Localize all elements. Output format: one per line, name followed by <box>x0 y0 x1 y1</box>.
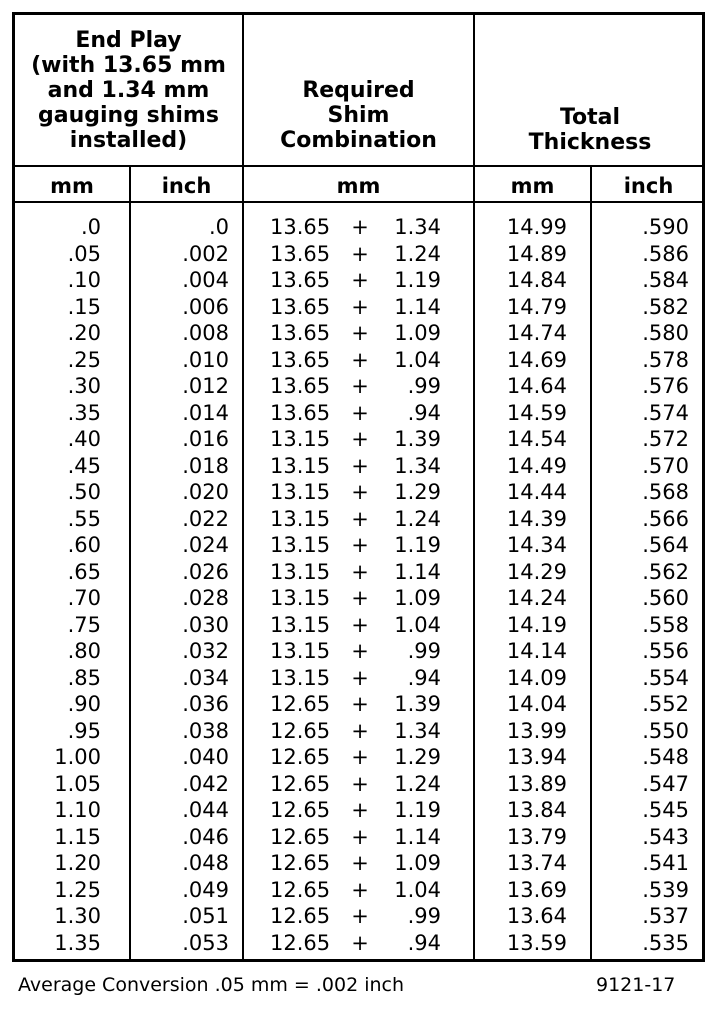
table-row <box>15 585 702 612</box>
plus-sign: + <box>351 321 369 345</box>
total-inch: .568 <box>642 480 689 504</box>
total-mm: 13.94 <box>506 745 567 769</box>
shim-b: 1.34 <box>394 453 441 478</box>
end-play-mm: 1.10 <box>54 798 101 822</box>
total-mm: 14.59 <box>506 400 567 425</box>
table-row <box>15 638 702 665</box>
end-play-mm: 1.15 <box>54 824 101 849</box>
shim-a: 13.15 <box>270 453 331 478</box>
shim-b: 1.09 <box>394 851 441 875</box>
end-play-inch: .034 <box>182 665 229 690</box>
table-row <box>15 506 702 533</box>
total-mm: 14.09 <box>506 665 567 690</box>
unit-end-inch: inch <box>161 174 212 198</box>
end-play-inch: .006 <box>182 294 229 319</box>
end-play-inch: .026 <box>182 559 229 584</box>
end-play-mm: .40 <box>67 427 101 451</box>
shim-b: 1.14 <box>394 294 441 319</box>
unit-end-mm: mm <box>50 174 94 198</box>
plus-sign: + <box>351 215 369 239</box>
shim-a: 12.65 <box>270 930 331 955</box>
plus-sign: + <box>351 639 369 663</box>
table-row <box>15 373 702 400</box>
table-row <box>15 718 702 745</box>
table-row <box>15 347 702 374</box>
total-inch: .580 <box>642 321 689 345</box>
plus-sign: + <box>351 559 369 584</box>
plus-sign: + <box>351 241 369 266</box>
shim-b: .94 <box>407 930 441 955</box>
total-inch: .548 <box>642 745 689 769</box>
total-inch: .574 <box>642 400 689 425</box>
table-row <box>15 850 702 877</box>
shim-a: 13.15 <box>270 639 331 663</box>
total-inch: .562 <box>642 559 689 584</box>
shim-a: 13.65 <box>270 294 331 319</box>
unit-total-inch: inch <box>623 174 674 198</box>
table-row <box>15 267 702 294</box>
shim-b: 1.29 <box>394 745 441 769</box>
table-row <box>15 797 702 824</box>
total-inch: .570 <box>642 453 689 478</box>
plus-sign: + <box>351 374 369 398</box>
total-mm: 14.49 <box>506 453 567 478</box>
total-inch: .590 <box>642 215 689 239</box>
shim-a: 13.15 <box>270 559 331 584</box>
shim-a: 13.65 <box>270 241 331 266</box>
total-mm: 14.04 <box>506 692 567 716</box>
total-mm: 14.64 <box>506 374 567 398</box>
shim-b: 1.34 <box>394 215 441 239</box>
end-play-mm: .80 <box>67 639 101 663</box>
units-divider <box>15 201 702 203</box>
end-play-inch: .008 <box>182 321 229 345</box>
plus-sign: + <box>351 824 369 849</box>
plus-sign: + <box>351 506 369 531</box>
shim-a: 13.15 <box>270 586 331 610</box>
shim-b: 1.09 <box>394 321 441 345</box>
end-play-mm: .05 <box>67 241 101 266</box>
shim-a: 13.65 <box>270 321 331 345</box>
header-total-thickness: Total Thickness <box>528 105 652 155</box>
plus-sign: + <box>351 400 369 425</box>
table-body <box>15 214 702 956</box>
table-row <box>15 241 702 268</box>
plus-sign: + <box>351 480 369 504</box>
shim-a: 13.15 <box>270 533 331 557</box>
total-mm: 14.89 <box>506 241 567 266</box>
header-divider <box>15 165 702 167</box>
end-play-inch: .012 <box>182 374 229 398</box>
shim-b: .99 <box>407 374 441 398</box>
table-row <box>15 877 702 904</box>
end-play-mm: .0 <box>80 215 101 239</box>
shim-b: .94 <box>407 400 441 425</box>
end-play-mm: .15 <box>67 294 101 319</box>
plus-sign: + <box>351 798 369 822</box>
total-inch: .547 <box>642 771 689 796</box>
total-inch: .541 <box>642 851 689 875</box>
shim-table <box>12 12 705 962</box>
total-mm: 13.74 <box>506 851 567 875</box>
total-inch: .545 <box>642 798 689 822</box>
end-play-inch: .018 <box>182 453 229 478</box>
table-row <box>15 691 702 718</box>
end-play-mm: .55 <box>67 506 101 531</box>
end-play-mm: .25 <box>67 347 101 372</box>
total-inch: .558 <box>642 612 689 637</box>
table-row <box>15 930 702 957</box>
total-mm: 13.69 <box>506 877 567 902</box>
end-play-mm: .50 <box>67 480 101 504</box>
table-row <box>15 479 702 506</box>
shim-b: 1.19 <box>394 533 441 557</box>
shim-b: 1.39 <box>394 692 441 716</box>
header-required-shim: Required Shim Combination <box>280 77 437 153</box>
end-play-inch: .051 <box>182 904 229 928</box>
shim-a: 12.65 <box>270 771 331 796</box>
total-mm: 14.14 <box>506 639 567 663</box>
end-play-mm: 1.30 <box>54 904 101 928</box>
shim-a: 13.15 <box>270 480 331 504</box>
total-inch: .578 <box>642 347 689 372</box>
total-mm: 13.64 <box>506 904 567 928</box>
total-mm: 14.84 <box>506 268 567 292</box>
shim-a: 12.65 <box>270 745 331 769</box>
plus-sign: + <box>351 771 369 796</box>
table-row <box>15 771 702 798</box>
total-inch: .572 <box>642 427 689 451</box>
shim-b: 1.29 <box>394 480 441 504</box>
end-play-mm: 1.35 <box>54 930 101 955</box>
table-row <box>15 400 702 427</box>
shim-b: 1.09 <box>394 586 441 610</box>
total-mm: 13.99 <box>506 718 567 743</box>
table-row <box>15 294 702 321</box>
plus-sign: + <box>351 453 369 478</box>
table-row <box>15 665 702 692</box>
shim-a: 13.65 <box>270 374 331 398</box>
end-play-mm: 1.20 <box>54 851 101 875</box>
end-play-inch: .040 <box>182 745 229 769</box>
total-inch: .554 <box>642 665 689 690</box>
total-mm: 14.29 <box>506 559 567 584</box>
shim-b: 1.24 <box>394 506 441 531</box>
end-play-mm: .95 <box>67 718 101 743</box>
end-play-inch: .016 <box>182 427 229 451</box>
end-play-mm: .85 <box>67 665 101 690</box>
shim-b: 1.19 <box>394 798 441 822</box>
end-play-mm: 1.25 <box>54 877 101 902</box>
shim-b: .99 <box>407 904 441 928</box>
total-inch: .552 <box>642 692 689 716</box>
total-inch: .543 <box>642 824 689 849</box>
shim-b: .99 <box>407 639 441 663</box>
end-play-inch: .030 <box>182 612 229 637</box>
total-inch: .586 <box>642 241 689 266</box>
total-inch: .564 <box>642 533 689 557</box>
total-inch: .560 <box>642 586 689 610</box>
end-play-mm: 1.00 <box>54 745 101 769</box>
end-play-mm: 1.05 <box>54 771 101 796</box>
total-mm: 13.89 <box>506 771 567 796</box>
total-inch: .566 <box>642 506 689 531</box>
plus-sign: + <box>351 268 369 292</box>
end-play-inch: .004 <box>182 268 229 292</box>
end-play-inch: .014 <box>182 400 229 425</box>
shim-a: 12.65 <box>270 877 331 902</box>
unit-required-mm: mm <box>336 174 381 198</box>
end-play-mm: .90 <box>67 692 101 716</box>
plus-sign: + <box>351 718 369 743</box>
end-play-inch: .002 <box>182 241 229 266</box>
total-mm: 14.34 <box>506 533 567 557</box>
end-play-inch: .036 <box>182 692 229 716</box>
shim-a: 13.15 <box>270 665 331 690</box>
end-play-mm: .75 <box>67 612 101 637</box>
plus-sign: + <box>351 533 369 557</box>
end-play-inch: .010 <box>182 347 229 372</box>
plus-sign: + <box>351 294 369 319</box>
end-play-inch: .024 <box>182 533 229 557</box>
plus-sign: + <box>351 665 369 690</box>
shim-b: 1.04 <box>394 347 441 372</box>
total-inch: .539 <box>642 877 689 902</box>
shim-b: 1.19 <box>394 268 441 292</box>
end-play-inch: .053 <box>182 930 229 955</box>
end-play-inch: .049 <box>182 877 229 902</box>
table-row <box>15 903 702 930</box>
end-play-mm: .65 <box>67 559 101 584</box>
end-play-inch: .046 <box>182 824 229 849</box>
table-row <box>15 453 702 480</box>
table-row <box>15 824 702 851</box>
end-play-mm: .35 <box>67 400 101 425</box>
shim-a: 12.65 <box>270 798 331 822</box>
table-row <box>15 426 702 453</box>
shim-a: 13.15 <box>270 612 331 637</box>
total-mm: 14.54 <box>506 427 567 451</box>
end-play-mm: .70 <box>67 586 101 610</box>
end-play-inch: .042 <box>182 771 229 796</box>
end-play-inch: .032 <box>182 639 229 663</box>
end-play-inch: .0 <box>208 215 229 239</box>
shim-b: 1.24 <box>394 771 441 796</box>
total-inch: .537 <box>642 904 689 928</box>
shim-a: 12.65 <box>270 851 331 875</box>
table-row <box>15 532 702 559</box>
shim-a: 13.65 <box>270 215 331 239</box>
shim-b: 1.04 <box>394 612 441 637</box>
shim-b: 1.34 <box>394 718 441 743</box>
shim-a: 12.65 <box>270 692 331 716</box>
table-row <box>15 612 702 639</box>
total-mm: 14.69 <box>506 347 567 372</box>
end-play-inch: .038 <box>182 718 229 743</box>
plus-sign: + <box>351 586 369 610</box>
end-play-mm: .60 <box>67 533 101 557</box>
conversion-note: Average Conversion .05 mm = .002 inch <box>18 974 405 996</box>
total-mm: 13.84 <box>506 798 567 822</box>
plus-sign: + <box>351 745 369 769</box>
total-inch: .556 <box>642 639 689 663</box>
header-end-play: End Play (with 13.65 mm and 1.34 mm gauging shims installed) <box>31 27 226 153</box>
end-play-inch: .048 <box>182 851 229 875</box>
shim-a: 12.65 <box>270 824 331 849</box>
total-mm: 13.79 <box>506 824 567 849</box>
plus-sign: + <box>351 877 369 902</box>
unit-total-mm: mm <box>510 174 555 198</box>
shim-a: 13.65 <box>270 347 331 372</box>
end-play-mm: .45 <box>67 453 101 478</box>
total-inch: .535 <box>642 930 689 955</box>
shim-a: 13.65 <box>270 400 331 425</box>
plus-sign: + <box>351 930 369 955</box>
total-inch: .582 <box>642 294 689 319</box>
plus-sign: + <box>351 851 369 875</box>
end-play-inch: .044 <box>182 798 229 822</box>
shim-a: 13.65 <box>270 268 331 292</box>
end-play-mm: .20 <box>67 321 101 345</box>
total-mm: 13.59 <box>506 930 567 955</box>
shim-b: .94 <box>407 665 441 690</box>
plus-sign: + <box>351 612 369 637</box>
total-mm: 14.99 <box>506 215 567 239</box>
table-row <box>15 744 702 771</box>
shim-b: 1.14 <box>394 824 441 849</box>
shim-b: 1.39 <box>394 427 441 451</box>
end-play-mm: .30 <box>67 374 101 398</box>
shim-a: 12.65 <box>270 718 331 743</box>
shim-b: 1.24 <box>394 241 441 266</box>
total-mm: 14.19 <box>506 612 567 637</box>
plus-sign: + <box>351 347 369 372</box>
total-mm: 14.74 <box>506 321 567 345</box>
shim-a: 12.65 <box>270 904 331 928</box>
plus-sign: + <box>351 692 369 716</box>
total-mm: 14.44 <box>506 480 567 504</box>
plus-sign: + <box>351 427 369 451</box>
shim-a: 13.15 <box>270 427 331 451</box>
total-mm: 14.79 <box>506 294 567 319</box>
shim-b: 1.04 <box>394 877 441 902</box>
end-play-mm: .10 <box>67 268 101 292</box>
shim-a: 13.15 <box>270 506 331 531</box>
table-row <box>15 320 702 347</box>
table-row <box>15 214 702 241</box>
shim-b: 1.14 <box>394 559 441 584</box>
end-play-inch: .022 <box>182 506 229 531</box>
figure-id: 9121-17 <box>596 974 676 996</box>
total-mm: 14.39 <box>506 506 567 531</box>
total-mm: 14.24 <box>506 586 567 610</box>
total-inch: .550 <box>642 718 689 743</box>
total-inch: .584 <box>642 268 689 292</box>
total-inch: .576 <box>642 374 689 398</box>
end-play-inch: .028 <box>182 586 229 610</box>
table-row <box>15 559 702 586</box>
end-play-inch: .020 <box>182 480 229 504</box>
plus-sign: + <box>351 904 369 928</box>
